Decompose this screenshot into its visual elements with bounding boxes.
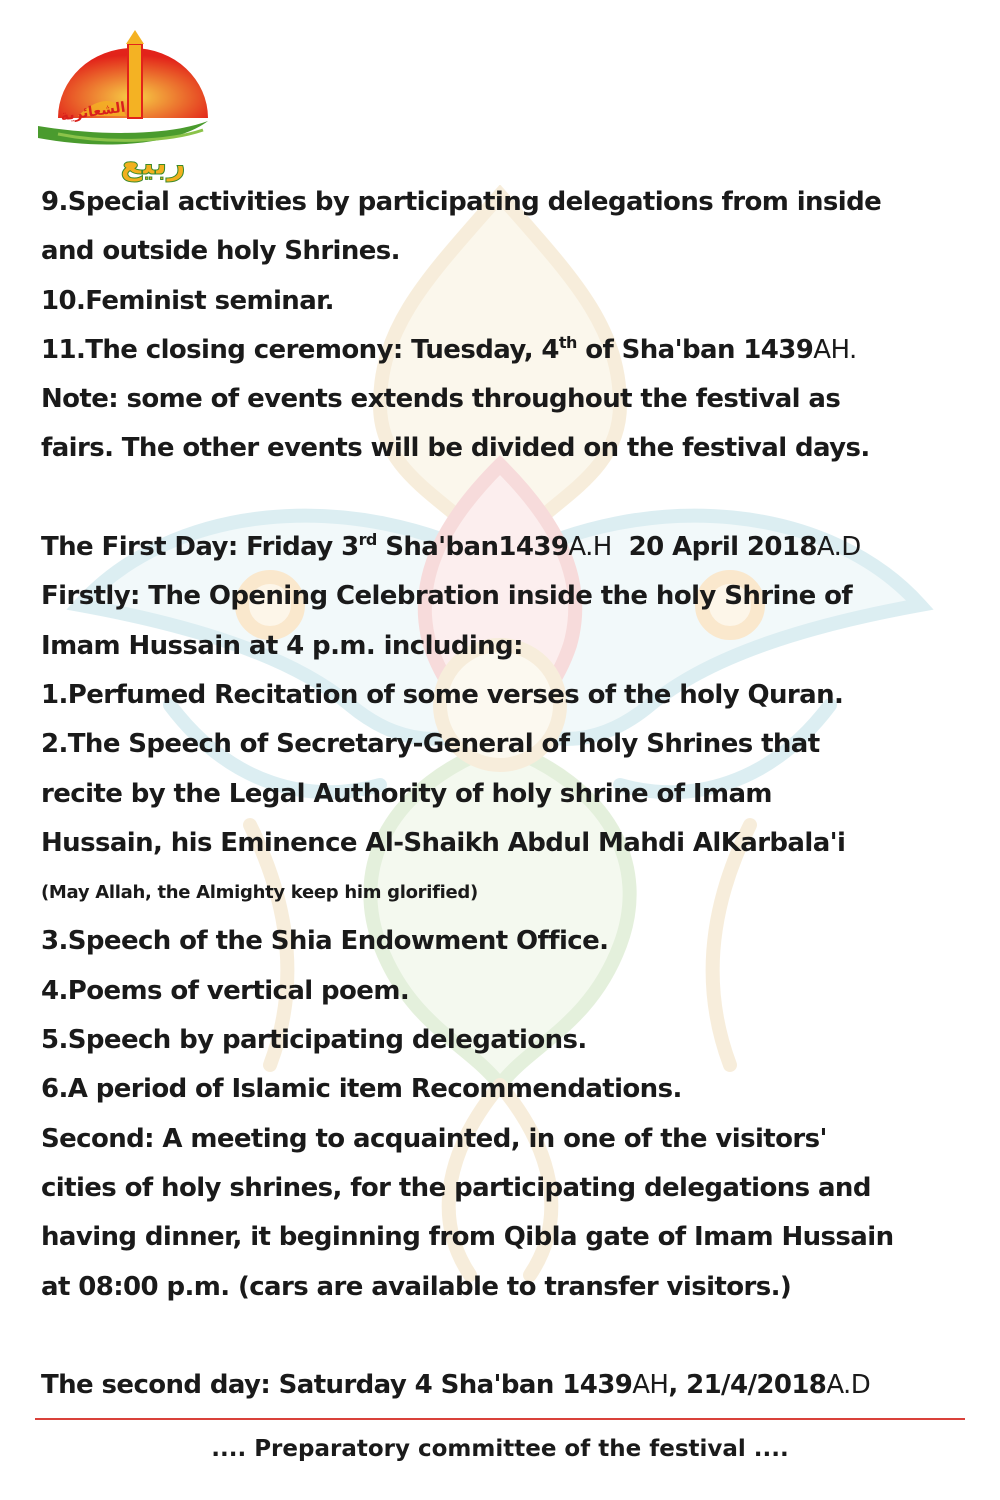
blank-line (41, 1312, 971, 1361)
footer-divider (35, 1418, 965, 1420)
second-line-3: having dinner, it beginning from Qibla gate of Imam Hussain (41, 1222, 894, 1253)
list-item-2-continued-1: recite by the Legal Authority of holy shrine of Imam (41, 778, 772, 809)
festival-logo (18, 26, 218, 182)
note-line-2: fairs. The other events will be divided on the festival days. (41, 433, 870, 464)
blank-line (41, 474, 971, 523)
list-item-3: 3.Speech of the Shia Endowment Office. (41, 926, 609, 957)
second-line-1: Second: A meeting to acquainted, in one of the visitors' (41, 1123, 827, 1154)
firstly-line-2: Imam Hussain at 4 p.m. including: (41, 630, 523, 661)
second-day-heading: The second day: Saturday 4 Sha'ban 1439AH, 21/4/2018A.D (41, 1370, 871, 1401)
footer-text: .... Preparatory committee of the festival .... (211, 1436, 789, 1462)
list-item-2-continued-2: Hussain, his Eminence Al-Shaikh Abdul Mahdi AlKarbala'i (41, 827, 846, 858)
second-line-2: cities of holy shrines, for the participating delegations and (41, 1172, 871, 1203)
list-item-11: 11.The closing ceremony: Tuesday, 4th of Sha'ban 1439AH. (41, 332, 857, 365)
list-item-9: 9.Special activities by participating delegations from inside (41, 187, 882, 217)
document-body (41, 178, 971, 1410)
honorific-note: (May Allah, the Almighty keep him glorified) (41, 882, 478, 904)
first-day-heading: The First Day: Friday 3rd Sha'ban1439A.H 20 April 2018A.D (41, 530, 861, 563)
list-item-1: 1.Perfumed Recitation of some verses of the holy Quran. (41, 679, 844, 710)
firstly-line-1: Firstly: The Opening Celebration inside the holy Shrine of (41, 581, 853, 612)
note-line-1: Note: some of events extends throughout the festival as (41, 384, 841, 415)
logo-text-arabic: الشعائرية (59, 99, 127, 125)
list-item-9-continued: and outside holy Shrines. (41, 236, 400, 267)
list-item-5: 5.Speech by participating delegations. (41, 1025, 587, 1056)
list-item-6: 6.A period of Islamic item Recommendations. (41, 1074, 682, 1105)
list-item-10: 10.Feminist seminar. (41, 285, 334, 316)
list-item-2: 2.The Speech of Secretary-General of holy Shrines that (41, 729, 820, 760)
list-item-4: 4.Poems of vertical poem. (41, 975, 410, 1006)
second-line-4: at 08:00 p.m. (cars are available to transfer visitors.) (41, 1271, 792, 1302)
logo-text-rabee: ربيع (120, 144, 186, 182)
